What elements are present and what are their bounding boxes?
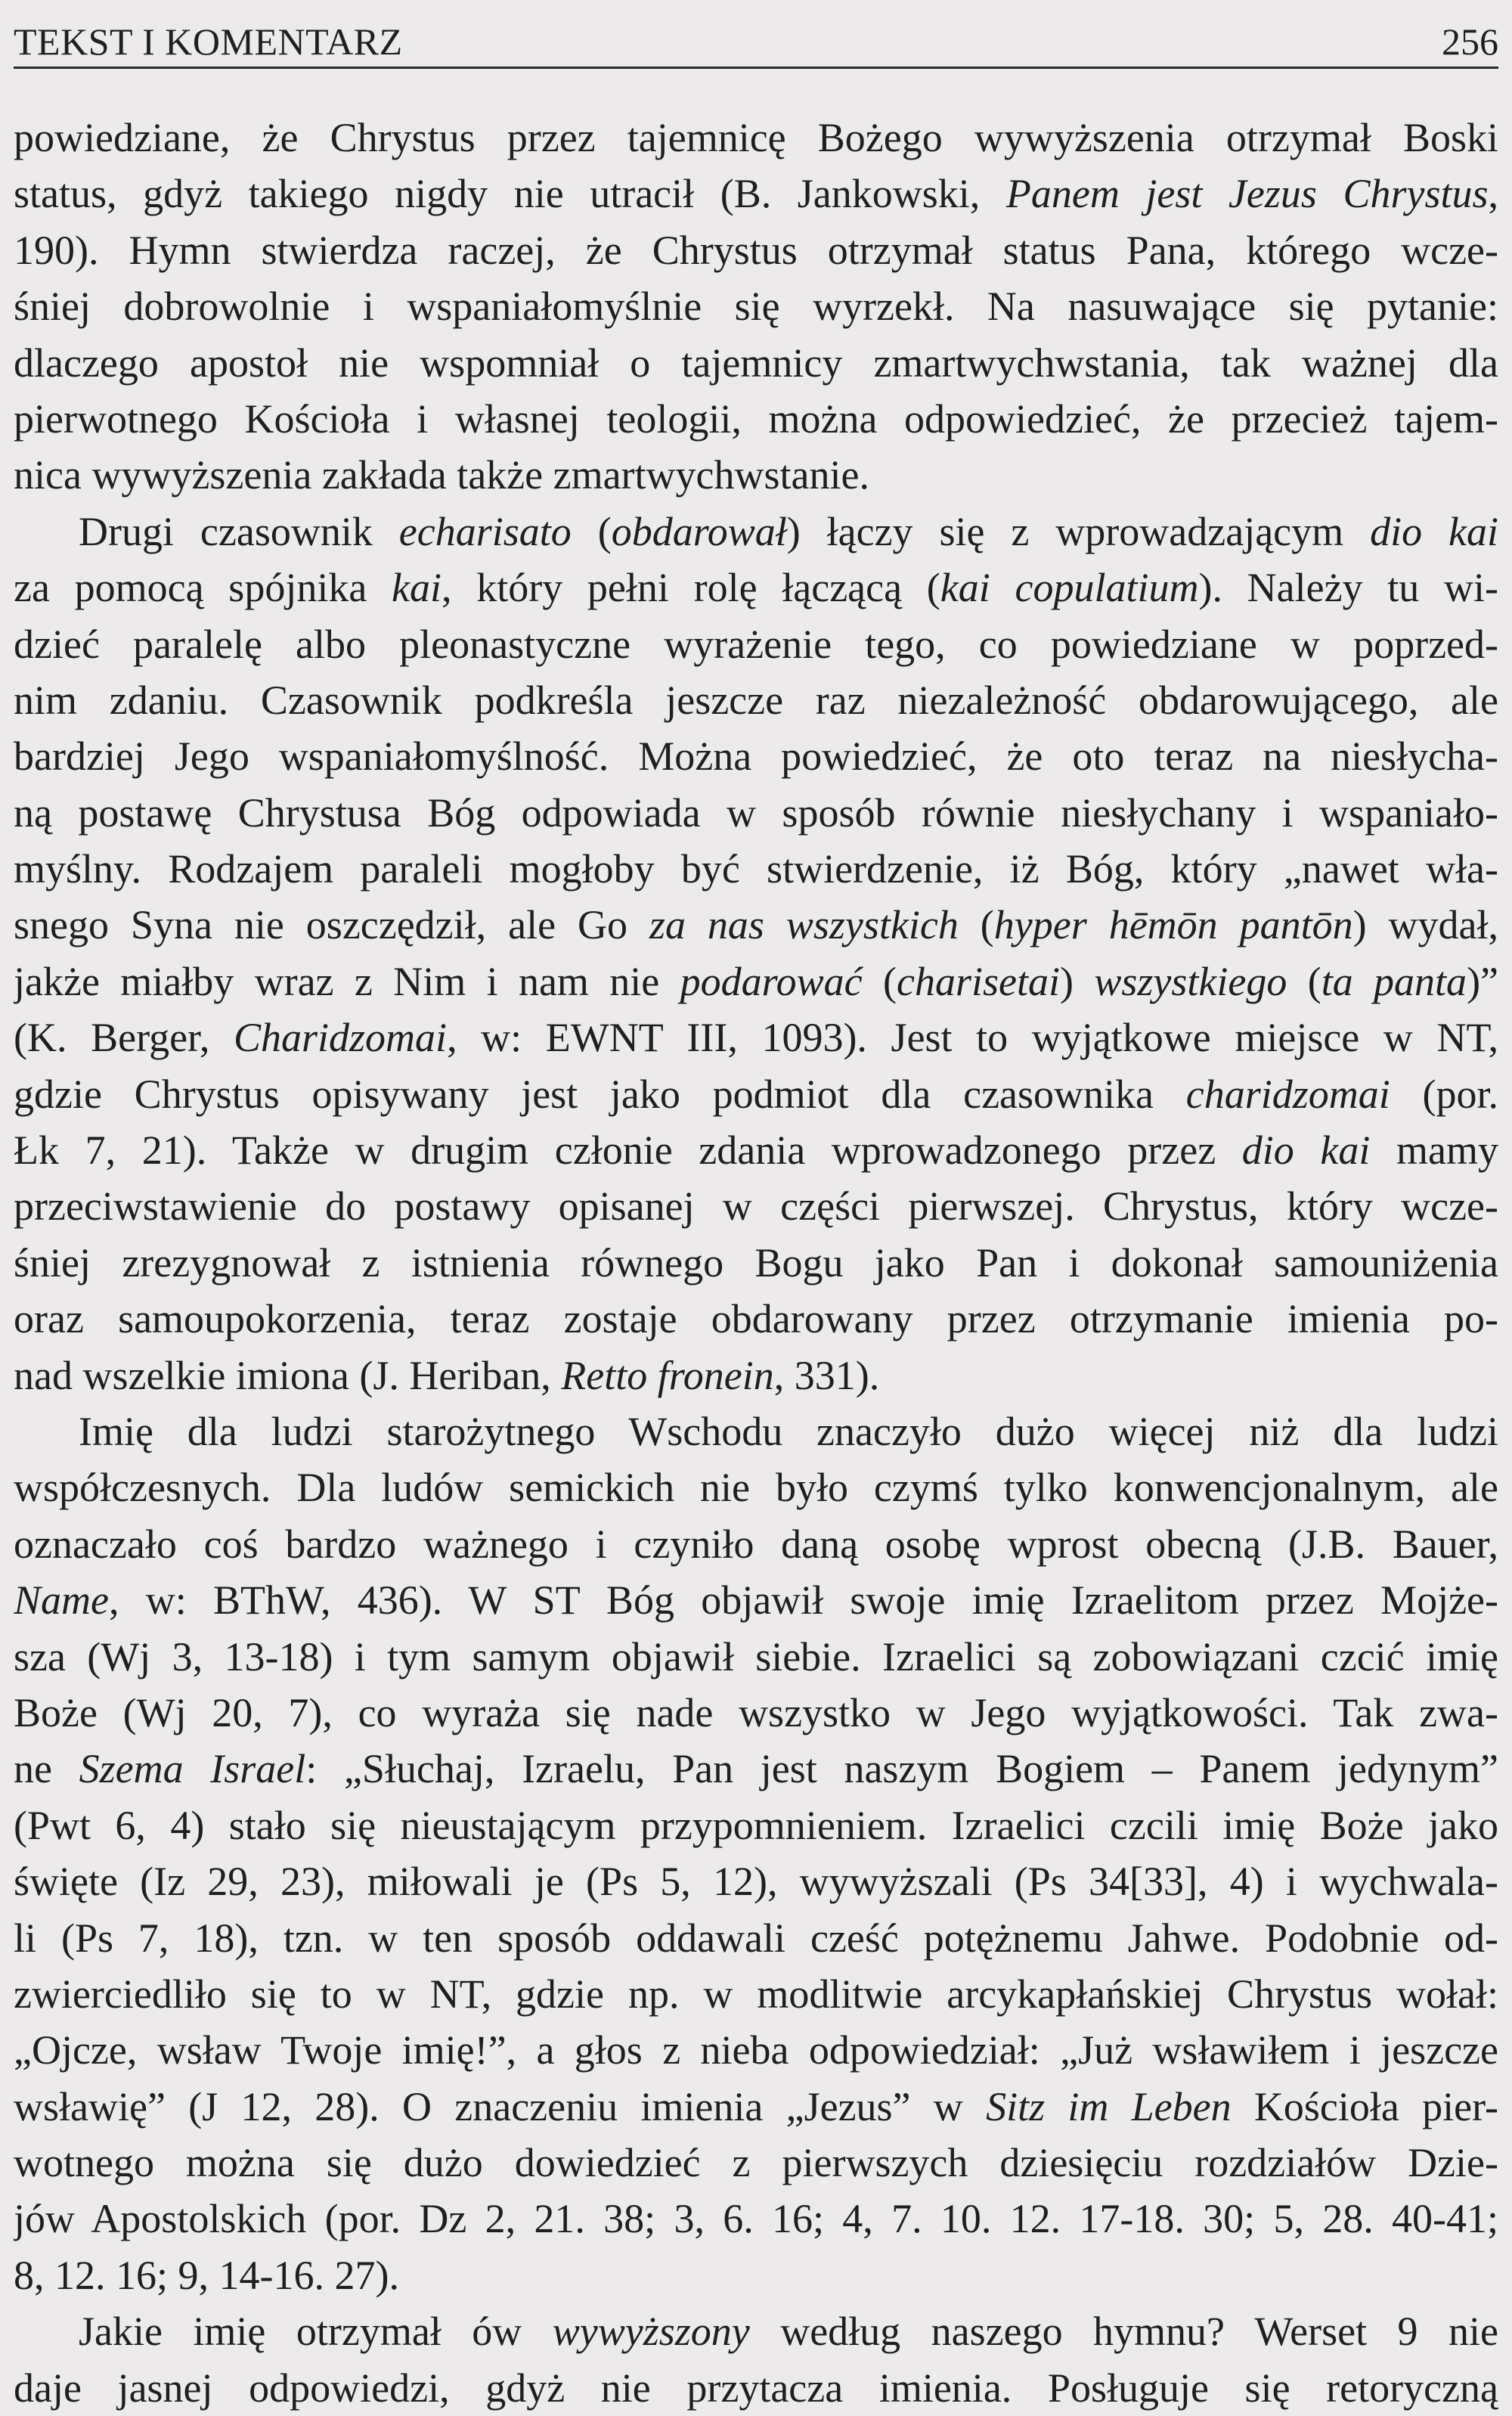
text-run: wotnego można się dużo dowiedzieć z pierwszych dziesięciu rozdziałów Dzie-	[14, 2140, 1498, 2186]
text-run: , w: BThW, 436). W ST Bóg objawił swoje imię Izraelitom przez Mojże-	[108, 1577, 1498, 1624]
text-line	[14, 2079, 1498, 2135]
italic-term: podarować	[680, 958, 863, 1004]
text-line	[14, 1459, 1498, 1515]
text-line	[14, 278, 1498, 334]
text-run: ). Należy tu wi-	[1198, 565, 1498, 611]
text-line	[14, 1741, 1498, 1797]
text-line	[14, 1178, 1498, 1234]
text-line	[14, 616, 1498, 672]
text-line	[14, 1629, 1498, 1685]
italic-term: obdarował	[611, 508, 787, 554]
paragraph-first-line	[14, 1403, 1498, 1459]
italic-term: Name	[14, 1577, 109, 1624]
text-line	[14, 1348, 1498, 1403]
text-line	[14, 1966, 1498, 2022]
text-run: bardziej Jego wspaniałomyślność. Można powiedzieć, że oto teraz na niesłycha-	[14, 733, 1498, 780]
text-line	[14, 166, 1498, 222]
text-run: śniej dobrowolnie i wspaniałomyślnie się wyrzekł. Na nasuwające się pytanie:	[14, 284, 1498, 330]
text-run: jów Apostolskich (por. Dz 2, 21. 38; 3, 6. 16; 4, 7. 10. 12. 17-18. 30; 5, 28. 40-41;	[14, 2196, 1498, 2242]
text-line	[14, 2022, 1498, 2078]
text-run: (	[958, 902, 994, 948]
text-run: li (Ps 7, 18), tzn. w ten sposób oddawali cześć potężnemu Jahwe. Podobnie od-	[14, 1915, 1498, 1961]
text-line	[14, 2360, 1498, 2416]
text-line	[14, 1516, 1498, 1572]
text-run: (por.	[1390, 1071, 1498, 1117]
text-run: 190). Hymn stwierdza raczej, że Chrystus otrzymał status Pana, którego wcze-	[14, 227, 1498, 273]
italic-term: kai	[392, 565, 442, 611]
text-run: daje jasnej odpowiedzi, gdyż nie przytacza imienia. Posługuje się retoryczną	[14, 2365, 1498, 2411]
italic-term: wszystkiego	[1094, 958, 1287, 1004]
text-line	[14, 335, 1498, 391]
text-run: wsławię” (J 12, 28). O znaczeniu imienia „Jezus” w	[14, 2083, 987, 2129]
text-run: (	[571, 508, 612, 554]
text-run: gdzie Chrystus opisywany jest jako podmiot dla czasownika	[14, 1071, 1186, 1117]
text-line	[14, 447, 1498, 503]
running-title: TEKST I KOMENTARZ	[14, 20, 403, 63]
text-run: (	[862, 958, 897, 1004]
text-line	[14, 785, 1498, 841]
text-run: śniej zrezygnował z istnienia równego Bogu jako Pan i dokonał samouniżenia	[14, 1239, 1498, 1286]
text-run: ) wydał,	[1352, 902, 1498, 948]
paragraph-first-line	[14, 504, 1498, 560]
italic-term: charisetai	[897, 958, 1060, 1004]
body-text	[14, 110, 1498, 2416]
text-run: )	[1059, 958, 1095, 1004]
text-run: : „Słuchaj, Izraelu, Pan jest naszym Bogiem – Panem jedynym”	[305, 1746, 1498, 1792]
text-line	[14, 391, 1498, 447]
text-run: , 331).	[773, 1352, 880, 1398]
text-run: dlaczego apostoł nie wspomniał o tajemnicy zmartwychwstania, tak ważnej dla	[14, 340, 1498, 386]
text-line	[14, 1010, 1498, 1065]
text-run: Łk 7, 21). Także w drugim członie zdania wprowadzonego przez	[14, 1127, 1242, 1174]
text-line	[14, 841, 1498, 897]
text-run: nad wszelkie imiona (J. Heriban,	[14, 1352, 562, 1398]
text-line	[14, 1291, 1498, 1347]
text-run: sza (Wj 3, 13-18) i tym samym objawił siebie. Izraelici są zobowiązani czcić imię	[14, 1633, 1498, 1679]
text-line	[14, 2191, 1498, 2247]
italic-term: Sitz im Leben	[986, 2083, 1232, 2129]
italic-term: Panem jest Jezus Chrystus	[1005, 171, 1489, 217]
text-run: „Ojcze, wsław Twoje imię!”, a głos z nieba odpowiedział: „Już wsławiłem i jeszcze	[14, 2027, 1498, 2073]
text-run: Boże (Wj 20, 7), co wyraża się nade wszystko w Jego wyjątkowości. Tak zwa-	[14, 1689, 1498, 1735]
text-run: 8, 12. 16; 9, 14-16. 27).	[14, 2252, 399, 2298]
text-run: , w: EWNT III, 1093). Jest to wyjątkowe miejsce w NT,	[447, 1015, 1498, 1061]
italic-term: wywyższony	[552, 2309, 750, 2355]
text-run: )”	[1467, 958, 1498, 1004]
text-line	[14, 560, 1498, 616]
italic-term: charidzomai	[1185, 1071, 1390, 1117]
text-run: Drugi czasownik	[79, 508, 399, 554]
text-run: powiedziane, że Chrystus przez tajemnicę Bożego wywyższenia otrzymał Boski	[14, 115, 1498, 160]
text-run: oraz samoupokorzenia, teraz zostaje obdarowany przez otrzymanie imienia po-	[14, 1296, 1498, 1342]
italic-term: Retto fronein	[561, 1352, 774, 1398]
text-line	[14, 1235, 1498, 1291]
text-run: według naszego hymnu? Werset 9 nie	[749, 2309, 1498, 2355]
text-line	[14, 2135, 1498, 2191]
text-run: święte (Iz 29, 23), miłowali je (Ps 5, 12), wywyższali (Ps 34[33], 4) i wychwala-	[14, 1859, 1498, 1905]
text-run: ną postawę Chrystusa Bóg odpowiada w sposób równie niesłychany i wspaniało-	[14, 789, 1498, 836]
text-run: za pomocą spójnika	[14, 565, 392, 611]
text-run: przeciwstawienie do postawy opisanej w części pierwszej. Chrystus, który wcze-	[14, 1183, 1498, 1230]
italic-term: dio kai	[1370, 508, 1498, 554]
italic-term: dio kai	[1241, 1127, 1371, 1174]
text-run: jakże miałby wraz z Nim i nam nie	[14, 958, 680, 1004]
text-run: Kościoła pier-	[1231, 2083, 1498, 2129]
text-line	[14, 2247, 1498, 2303]
text-line	[14, 1066, 1498, 1122]
text-run: oznaczało coś bardzo ważnego i czyniło daną osobę wprost obecną (J.B. Bauer,	[14, 1521, 1498, 1567]
text-run: ,	[1488, 171, 1498, 217]
italic-term: ta panta	[1321, 958, 1467, 1004]
text-line	[14, 728, 1498, 784]
italic-term: kai copulatium	[940, 565, 1199, 611]
text-run: (Pwt 6, 4) stało się nieustającym przypomnieniem. Izraelici czcili imię Boże jako	[14, 1802, 1498, 1848]
italic-term: echarisato	[398, 508, 572, 554]
text-run: nim zdaniu. Czasownik podkreśla jeszcze raz niezależność obdarowującego, ale	[14, 677, 1498, 723]
text-run: (K. Berger,	[14, 1015, 234, 1061]
text-line	[14, 1853, 1498, 1909]
text-run: Imię dla ludzi starożytnego Wschodu znaczyło dużo więcej niż dla ludzi	[79, 1408, 1498, 1454]
italic-term: za nas wszystkich	[649, 902, 959, 948]
text-line	[14, 1910, 1498, 1966]
text-run: pierwotnego Kościoła i własnej teologii, można odpowiedzieć, że przecież tajem-	[14, 395, 1498, 442]
text-run: mamy	[1370, 1127, 1498, 1174]
text-line	[14, 1797, 1498, 1853]
text-line	[14, 954, 1498, 1010]
text-line	[14, 897, 1498, 953]
page-number: 256	[1442, 20, 1498, 63]
text-run: myślny. Rodzajem paraleli mogłoby być stwierdzenie, iż Bóg, który „nawet wła-	[14, 846, 1498, 892]
text-run: snego Syna nie oszczędził, ale Go	[14, 902, 649, 948]
text-run: , który pełni rolę łączącą (	[442, 565, 940, 611]
italic-term: Charidzomai	[234, 1015, 448, 1061]
text-run: współczesnych. Dla ludów semickich nie było czymś tylko konwencjonalnym, ale	[14, 1465, 1498, 1511]
text-line	[14, 1122, 1498, 1178]
italic-term: Szema Israel	[79, 1746, 306, 1792]
text-run: Jakie imię otrzymał ów	[79, 2309, 553, 2355]
text-run: status, gdyż takiego nigdy nie utracił (B. Jankowski,	[14, 171, 1006, 217]
text-run: zwierciedliło się to w NT, gdzie np. w modlitwie arcykapłańskiej Chrystus wołał:	[14, 1971, 1498, 2017]
paragraph-first-line	[14, 2303, 1498, 2359]
italic-term: hyper hēmōn pantōn	[993, 902, 1353, 948]
text-line	[14, 110, 1498, 166]
text-line	[14, 1685, 1498, 1741]
text-run: nica wywyższenia zakłada także zmartwychwstanie.	[14, 452, 869, 498]
running-header	[14, 14, 1498, 69]
text-line	[14, 672, 1498, 728]
text-run: (	[1287, 958, 1321, 1004]
text-line	[14, 1572, 1498, 1628]
text-run: dzieć paralelę albo pleonastyczne wyrażenie tego, co powiedziane w poprzed-	[14, 621, 1498, 667]
text-run: ) łączy się z wprowadzającym	[786, 508, 1371, 554]
text-line	[14, 222, 1498, 278]
text-run: ne	[14, 1746, 79, 1792]
